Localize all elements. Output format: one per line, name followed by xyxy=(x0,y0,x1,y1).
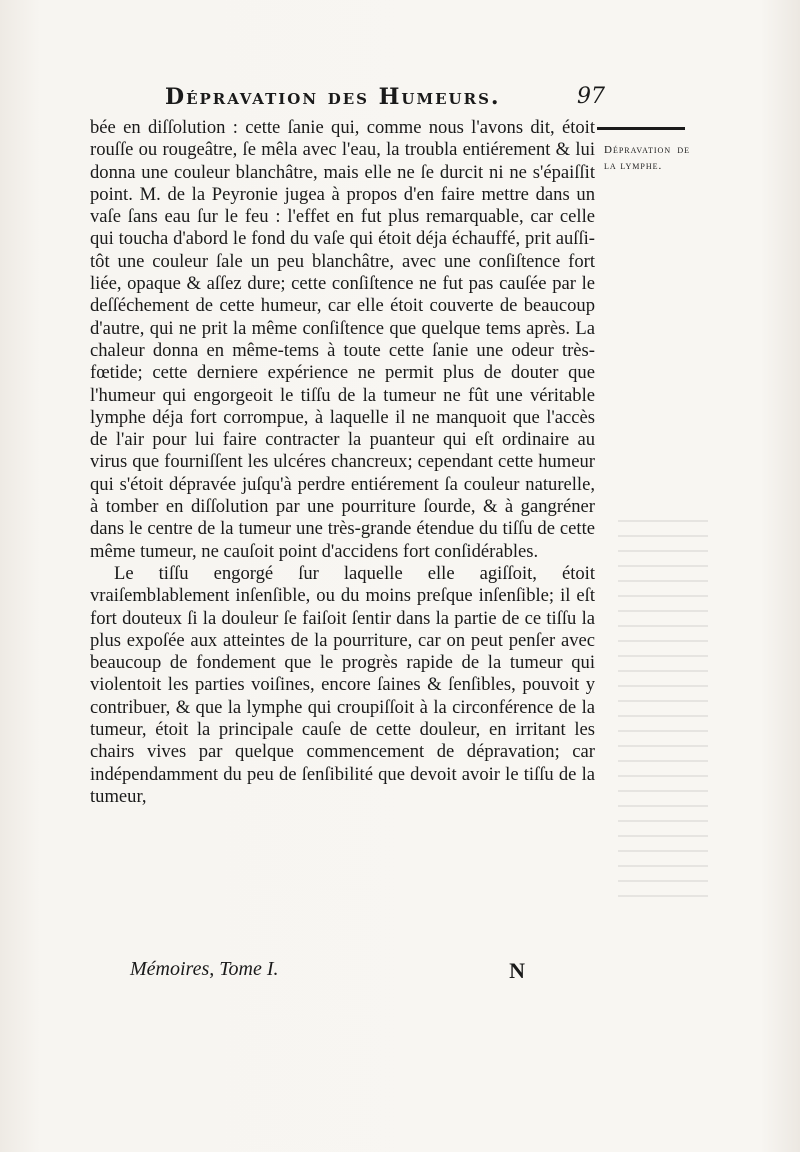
marginal-note: Dépravation de la lymphe. xyxy=(604,144,690,172)
signature-mark: N xyxy=(509,958,525,983)
footer-title: Mémoires, Tome I. xyxy=(130,958,279,980)
paragraph-2: Le tiſſu engorgé ſur laquelle elle agiſſoit, étoit vraiſemblablement inſenſible, ou du moins preſque inſenſible; il eſt fort douteux ſi la douleur ſe faiſoit ſentir dans la partie de ce tiſſu la plus expoſée aux atteintes de la pourriture, car on peut penſer avec beaucoup de fondement que le progrès rapide de la tumeur qui violentoit les parties voiſines, encore ſaines & ſenſibles, pouvoit y contribuer, & que la lymphe qui croupiſſoit à la circonférence de la tumeur, étoit la principale cauſe de cette douleur, en irritant les chairs vives par quelque commencement de dépravation; car indépendamment du peu de ſenſibilité que devoit avoir le tiſſu de la tumeur, xyxy=(90,562,595,807)
paragraph-1: bée en diſſolution : cette ſanie qui, comme nous l'avons dit, étoit rouſſe ou rougeâtre, ſe mêla avec l'eau, la troubla entiérement & lui donna une couleur blanchâtre, mais elle ne ſe durcit ni ne s'épaiſſit point. M. de la Peyronie jugea à propos d'en faire mettre dans un vaſe ſans eau ſur le feu : l'effet en fut plus remarquable, car celle qui toucha d'abord le fond du vaſe qui étoit déja échauffé, prit auſſi-tôt une couleur ſale un peu blanchâtre, avec une conſiſtence fort liée, opaque & aſſez dure; cette conſiſtence ne fut pas cauſée par le deſſéchement de cette humeur, car elle étoit couverte de beaucoup d'autre, qui ne prit la même conſiſtence que quelque tems après. La chaleur donna en même-tems à toute cette ſanie une odeur très-fœtide; cette derniere expérience ne permit plus de douter que l'humeur qui engorgeoit le tiſſu de la tumeur ne fût une véritable lymphe déja fort corrompue, à laquelle il ne manquoit que l'accès de l'air pour lui faire contracter la puanteur qui eſt ordinaire au virus que fourniſſent les ulcéres chancreux; cependant cette humeur qui s'étoit dépravée juſqu'à perdre entiérement ſa couleur naturelle, à tomber en diſſolution par une pourriture ſourde, & à gangréner dans le centre de la tumeur une très-grande étendue du tiſſu de cette même tumeur, ne cauſoit point d'accidens fort conſidérables. xyxy=(90,117,595,562)
page-header xyxy=(165,84,605,114)
page-number: 97 xyxy=(577,84,605,109)
show-through-texture xyxy=(618,520,708,900)
page-footer xyxy=(130,958,525,988)
main-text xyxy=(90,117,595,808)
running-head: Dépravation des Humeurs. xyxy=(165,84,501,110)
marginal-rule xyxy=(597,127,685,130)
